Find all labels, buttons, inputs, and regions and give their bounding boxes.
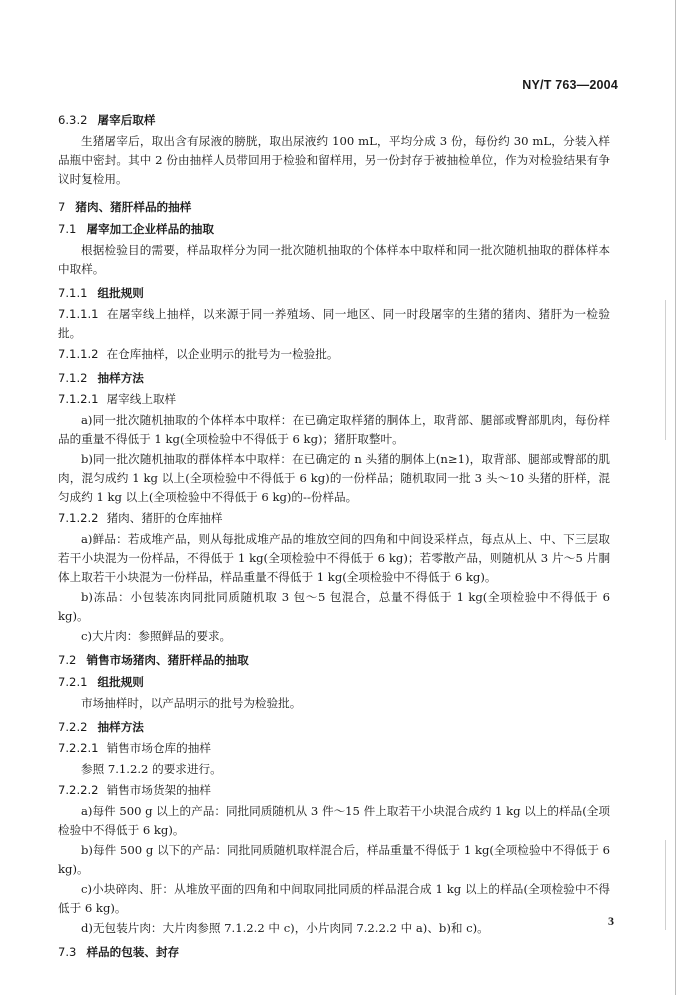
- paragraph: a)每件 500 g 以上的产品：同批同质随机从 3 件～15 件上取若干小块混合成约 1 kg 以上的样品(全项检验中不得低于 6 kg)。: [58, 804, 610, 837]
- paragraph: 市场抽样时，以产品明示的批号为检验批。: [81, 696, 302, 710]
- page-number: 3: [608, 914, 614, 928]
- clause: [58, 305, 610, 343]
- paragraph: a)鲜品：若成堆产品，则从每批成堆产品的堆放空间的四角和中间设采样点，每点从上、中、下三层取若干小块混为一份样品，不得低于 1 kg(全项检验中不得低于 6 kg)；若零散产品，则随机从 3 片～5 片胴体上取若干小块混为一份样品，样品重量不得低于 1 kg(全项检验中不得低于 6 kg)。: [58, 532, 610, 584]
- clause-number: 7.1.1.2: [58, 347, 99, 361]
- section-heading: [58, 221, 610, 237]
- clause-text: 猪肉、猪肝的仓库抽样: [106, 511, 223, 525]
- clause-number: 7.2.2.2: [58, 783, 99, 797]
- paragraph: b)冻品：小包装冻肉同批同质随机取 3 包～5 包混合，总量不得低于 1 kg(全项检验中不得低于 6 kg)。: [58, 590, 610, 623]
- section-title: 抽样方法: [97, 371, 144, 385]
- paragraph: 生猪屠宰后，取出含有尿液的膀胱，取出尿液约 100 mL，平均分成 3 份，每份约 30 mL，分装入样品瓶中密封。其中 2 份由抽样人员带回用于检验和留样用，另一份封存于被抽检单位，作为对检验结果有争议时复检用。: [58, 134, 610, 186]
- section-number: 7.2.1: [58, 675, 88, 689]
- clause-text: 在屠宰线上抽样，以来源于同一养殖场、同一地区、同一时段屠宰的生猪的猪肉、猪肝为一检验批。: [58, 307, 610, 340]
- clause: [58, 390, 610, 409]
- paragraph: c)小块碎肉、肝：从堆放平面的四角和中间取同批同质的样品混合成 1 kg 以上的样品(全项检验中不得低于 6 kg)。: [58, 882, 610, 915]
- section-heading: [58, 370, 610, 386]
- clause-text: 销售市场仓库的抽样: [106, 741, 211, 755]
- section-heading: [58, 285, 610, 301]
- clause: [58, 781, 610, 800]
- section-number: 7.3: [58, 945, 77, 959]
- section-title: 猪肉、猪肝样品的抽样: [75, 200, 192, 214]
- scan-edge-line: [675, 0, 676, 995]
- section-title: 组批规则: [97, 675, 144, 689]
- paragraph: d)无包装片肉：大片肉参照 7.1.2.2 中 c)，小片肉同 7.2.2.2 中 a)、b)和 c)。: [81, 921, 489, 935]
- section-heading: [58, 719, 610, 735]
- section-heading: [58, 674, 610, 690]
- clause-text: 在仓库抽样，以企业明示的批号为一检验批。: [106, 347, 339, 361]
- paragraph: b)同一批次随机抽取的群体样本中取样：在已确定的 n 头猪的胴体上(n≥1)，取背部、腿部或臀部的肌肉，混匀成约 1 kg 以上(全项检验中不得低于 6 kg)的一份样品；随机取同一批 3 头～10 头猪的肝样，混匀成约 1 kg 以上(全项检验中不得低于 6 kg)的--份样品。: [58, 452, 610, 504]
- clause-number: 7.1.2.2: [58, 511, 99, 525]
- section-heading: [58, 652, 610, 668]
- clause-number: 7.1.2.1: [58, 392, 99, 406]
- section-number: 7: [58, 200, 66, 214]
- section-heading: [58, 112, 610, 128]
- section-heading: [58, 199, 610, 215]
- paragraph: 根据检验目的需要，样品取样分为同一批次随机抽取的个体样本中取样和同一批次随机抽取的群体样本中取样。: [58, 243, 610, 276]
- section-heading: [58, 944, 610, 960]
- section-number: 7.2.2: [58, 720, 88, 734]
- section-number: 7.1.2: [58, 371, 88, 385]
- section-title: 屠宰后取样: [97, 113, 156, 127]
- section-title: 组批规则: [97, 286, 144, 300]
- paragraph: c)大片肉：参照鲜品的要求。: [81, 629, 232, 643]
- clause: [58, 345, 610, 364]
- section-number: 7.1.1: [58, 286, 88, 300]
- paragraph: a)同一批次随机抽取的个体样本中取样：在已确定取样猪的胴体上，取背部、腿部或臀部肌肉，每份样品的重量不得低于 1 kg(全项检验中不得低于 6 kg)；猪肝取整叶。: [58, 413, 610, 446]
- clause-number: 7.1.1.1: [58, 307, 99, 321]
- standard-code-header: NY/T 763—2004: [522, 78, 618, 92]
- section-title: 销售市场猪肉、猪肝样品的抽取: [86, 653, 249, 667]
- paragraph: 参照 7.1.2.2 的要求进行。: [81, 762, 222, 776]
- section-title: 样品的包装、封存: [86, 945, 180, 959]
- clause: [58, 739, 610, 758]
- clause-number: 7.2.2.1: [58, 741, 99, 755]
- section-title: 屠宰加工企业样品的抽取: [86, 222, 214, 236]
- clause: [58, 509, 610, 528]
- clause-text: 销售市场货架的抽样: [106, 783, 211, 797]
- section-number: 6.3.2: [58, 113, 88, 127]
- document-body: [58, 106, 610, 964]
- scan-edge-line-3: [665, 840, 666, 930]
- paragraph: b)每件 500 g 以下的产品：同批同质随机取样混合后，样品重量不得低于 1 kg(全项检验中不得低于 6 kg)。: [58, 843, 610, 876]
- section-number: 7.1: [58, 222, 77, 236]
- scan-edge-line-2: [665, 300, 666, 440]
- section-title: 抽样方法: [97, 720, 144, 734]
- clause-text: 屠宰线上取样: [106, 392, 177, 406]
- section-number: 7.2: [58, 653, 77, 667]
